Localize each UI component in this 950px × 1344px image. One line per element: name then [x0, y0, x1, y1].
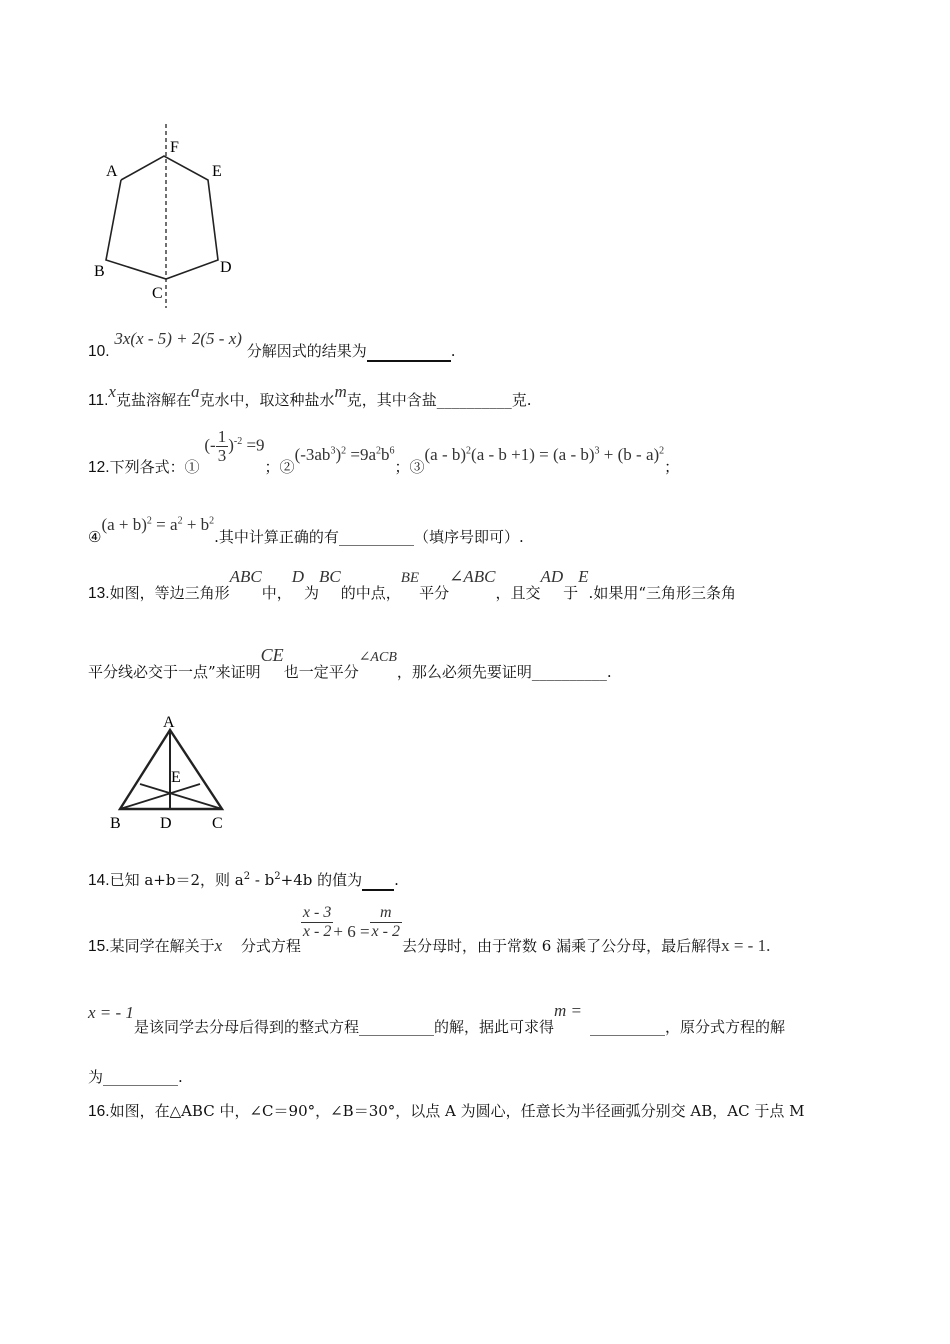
question-12-line-1	[88, 428, 679, 478]
label-E: E	[212, 163, 222, 180]
q13-l2-m2: ∠ACB	[358, 650, 397, 665]
q15-f2-denominator: x - 2	[371, 923, 400, 940]
q15-fraction-2	[370, 904, 402, 941]
q15-solution: x = - 1.	[721, 935, 771, 955]
q12-line2-end: （填序号即可）.	[413, 527, 524, 546]
q11-text-2: 克水中，取这种盐水	[199, 391, 335, 409]
q13-l2-t2: 也一定平分	[283, 663, 359, 681]
q15-l2-t1: 是该同学去分母后得到的整式方程	[133, 1018, 359, 1036]
q14-blank	[362, 871, 394, 891]
q15-f2-numerator: m	[370, 904, 402, 923]
q15-f1-denominator: x - 2	[302, 923, 332, 940]
q12-item-3	[425, 445, 665, 464]
question-15-line-2	[88, 1002, 785, 1034]
q15-f1-numerator: x - 3	[302, 904, 332, 921]
q11-end: 克.	[511, 391, 532, 409]
label-C: C	[212, 815, 223, 832]
q13-t1: 如图，等边三角形	[109, 584, 230, 602]
q12-i2-mid: =9a	[350, 445, 376, 465]
q12-i1-fraction	[216, 428, 229, 465]
q12-i4-exp-2: 2	[177, 515, 183, 526]
question-13-line-1	[88, 568, 736, 600]
hexagon-outline	[106, 156, 218, 279]
q12-i1-rparen: )	[228, 435, 234, 455]
q13-m7: E	[578, 567, 589, 586]
q15-blank-3: __________	[103, 1068, 179, 1086]
q14-t3: +4b 的值为	[280, 871, 363, 889]
q12-sep-3: ；	[664, 458, 680, 477]
q13-t7: 于	[563, 584, 579, 602]
label-B: B	[94, 263, 105, 280]
q12-i1-numerator: 1	[217, 427, 227, 446]
q12-i1-rhs: =9	[246, 435, 265, 455]
q15-l2-m: x = - 1	[88, 1003, 134, 1022]
q12-line2-text: .其中计算正确的有	[214, 527, 339, 546]
q13-t3: 为	[303, 584, 319, 602]
bisector-CE	[140, 784, 222, 809]
q13-m4: BE	[400, 570, 420, 586]
q12-i1-lparen: (-	[204, 435, 216, 455]
q13-blank: __________	[531, 663, 607, 681]
q12-i1-exponent: -2	[233, 435, 243, 447]
q11-var-x: x	[108, 382, 116, 401]
question-12-line-2	[88, 508, 524, 546]
q15-l3-t: 为	[88, 1068, 104, 1086]
q15-blank-2: __________	[589, 1018, 665, 1036]
q15-number: 15.	[88, 937, 110, 955]
q14-e1: 2	[243, 871, 251, 882]
q13-l2-t1: 平分线必交于一点”来证明	[88, 663, 261, 681]
q15-t1: 某同学在解关于	[109, 936, 215, 955]
triangle-figure	[100, 712, 240, 834]
question-14	[88, 868, 399, 891]
q12-i3-a: (a - b)	[424, 445, 467, 465]
q11-var-m: m	[334, 382, 347, 401]
q12-sep-2: ；③	[394, 458, 425, 477]
q12-i1-denominator: 3	[217, 446, 227, 465]
q15-l2-m2: m =	[553, 1001, 582, 1020]
q16-t1: 如图，在△ABC 中，∠C＝90°，∠B＝30°，以点 A 为圆心，任意长为半径画弧分别交 AB，AC 于点 M	[109, 1102, 805, 1120]
q13-t6: ，且交	[495, 584, 541, 602]
q10-expression: 3x(x - 5) + 2(5 - x)	[114, 329, 242, 348]
q12-i4-c: + b	[186, 514, 210, 534]
q12-i4-exp-1: 2	[146, 515, 152, 526]
q10-end: .	[450, 342, 456, 360]
q13-m2: D	[291, 567, 304, 586]
q12-intro: 下列各式：①	[109, 458, 200, 477]
label-A: A	[106, 163, 118, 180]
label-F: F	[170, 139, 179, 156]
q12-blank: __________	[338, 527, 414, 546]
hexagon-figure	[88, 122, 248, 310]
q15-t2: 分式方程	[240, 936, 301, 955]
q14-t1: 已知 a+b＝2，则 a	[109, 871, 244, 889]
q13-t8: .如果用“三角形三条角	[588, 584, 736, 602]
q13-m3: BC	[319, 567, 341, 586]
q11-number: 11.	[88, 392, 109, 409]
q13-m5: ∠ABC	[449, 567, 496, 586]
q13-t4: 的中点，	[340, 584, 401, 602]
q14-number: 14.	[88, 872, 110, 889]
q11-var-a: a	[190, 382, 200, 401]
q12-item-4-marker: ④	[88, 527, 102, 546]
q12-i3-exp-2: 3	[594, 445, 600, 457]
q10-text: 分解因式的结果为	[246, 342, 367, 360]
q12-item-1	[204, 428, 264, 465]
q15-l2-t3: ，原分式方程的解	[664, 1018, 785, 1036]
q15-l2-t2: 的解，据此可求得	[433, 1018, 554, 1036]
q12-i2-lhs: (-3ab	[294, 445, 331, 465]
q10-blank	[367, 342, 451, 362]
question-15-line-3	[88, 1068, 183, 1086]
question-15-line-1	[88, 900, 771, 955]
q14-end: .	[394, 871, 399, 889]
q12-i4-b: = a	[156, 514, 178, 534]
q13-number: 13.	[88, 585, 110, 602]
q13-l2-m1: CE	[260, 645, 284, 665]
q12-i3-c: + (b - a)	[603, 445, 660, 465]
q12-i2-exp-4: 6	[389, 445, 395, 457]
q13-t5: 平分	[419, 584, 450, 602]
q12-i2-exp-1: 3	[330, 445, 336, 457]
q13-t2: 中，	[261, 584, 292, 602]
q11-blank: __________	[436, 391, 512, 409]
q12-i2-exp-2: 2	[341, 445, 347, 457]
q12-i3-exp-3: 2	[659, 445, 665, 457]
q13-l2-t3: ，那么必须先要证明	[396, 663, 532, 681]
label-C: C	[152, 285, 163, 302]
q12-sep-1: ；②	[264, 458, 295, 477]
q12-i2-rparen: )	[335, 445, 342, 465]
q14-e2: 2	[274, 871, 281, 882]
q10-number: 10.	[88, 343, 110, 360]
label-B: B	[110, 815, 121, 832]
q12-i3-exp-1: 2	[466, 445, 472, 457]
question-10	[88, 330, 456, 360]
q15-blank-1: __________	[358, 1018, 434, 1036]
q12-item-2	[295, 445, 395, 464]
q12-i4-a: (a + b)	[101, 514, 147, 534]
q11-text-1: 克盐溶解在	[115, 391, 191, 409]
q11-text-3: 克，其中含盐	[346, 391, 437, 409]
q15-fraction-1	[301, 904, 333, 941]
q12-number: 12.	[88, 459, 110, 477]
question-16	[88, 1102, 805, 1121]
label-D: D	[220, 259, 232, 276]
q13-m1: ABC	[229, 567, 262, 586]
q13-m6: AD	[540, 567, 564, 586]
q13-l2-end: .	[606, 663, 612, 681]
question-13-line-2	[88, 645, 612, 681]
q15-l3-end: .	[178, 1068, 183, 1086]
q15-m1: x	[214, 935, 223, 955]
q12-i4-exp-3: 2	[209, 515, 215, 526]
q12-i2-b: b	[381, 445, 390, 465]
label-D: D	[160, 815, 172, 832]
q14-t2: - b	[250, 871, 275, 889]
q12-i2-exp-3: 2	[376, 445, 381, 457]
q15-plus6: + 6 =	[333, 921, 370, 941]
bisector-BE	[120, 784, 200, 809]
q16-number: 16.	[88, 1103, 110, 1120]
q12-item-4	[101, 515, 214, 534]
q12-i3-b: (a - b +1) = (a - b)	[471, 445, 595, 465]
q15-t3: 去分母时，由于常数 6 漏乘了公分母，最后解得	[401, 936, 722, 955]
question-11	[88, 382, 532, 409]
label-E: E	[171, 769, 181, 786]
label-A: A	[163, 714, 175, 731]
